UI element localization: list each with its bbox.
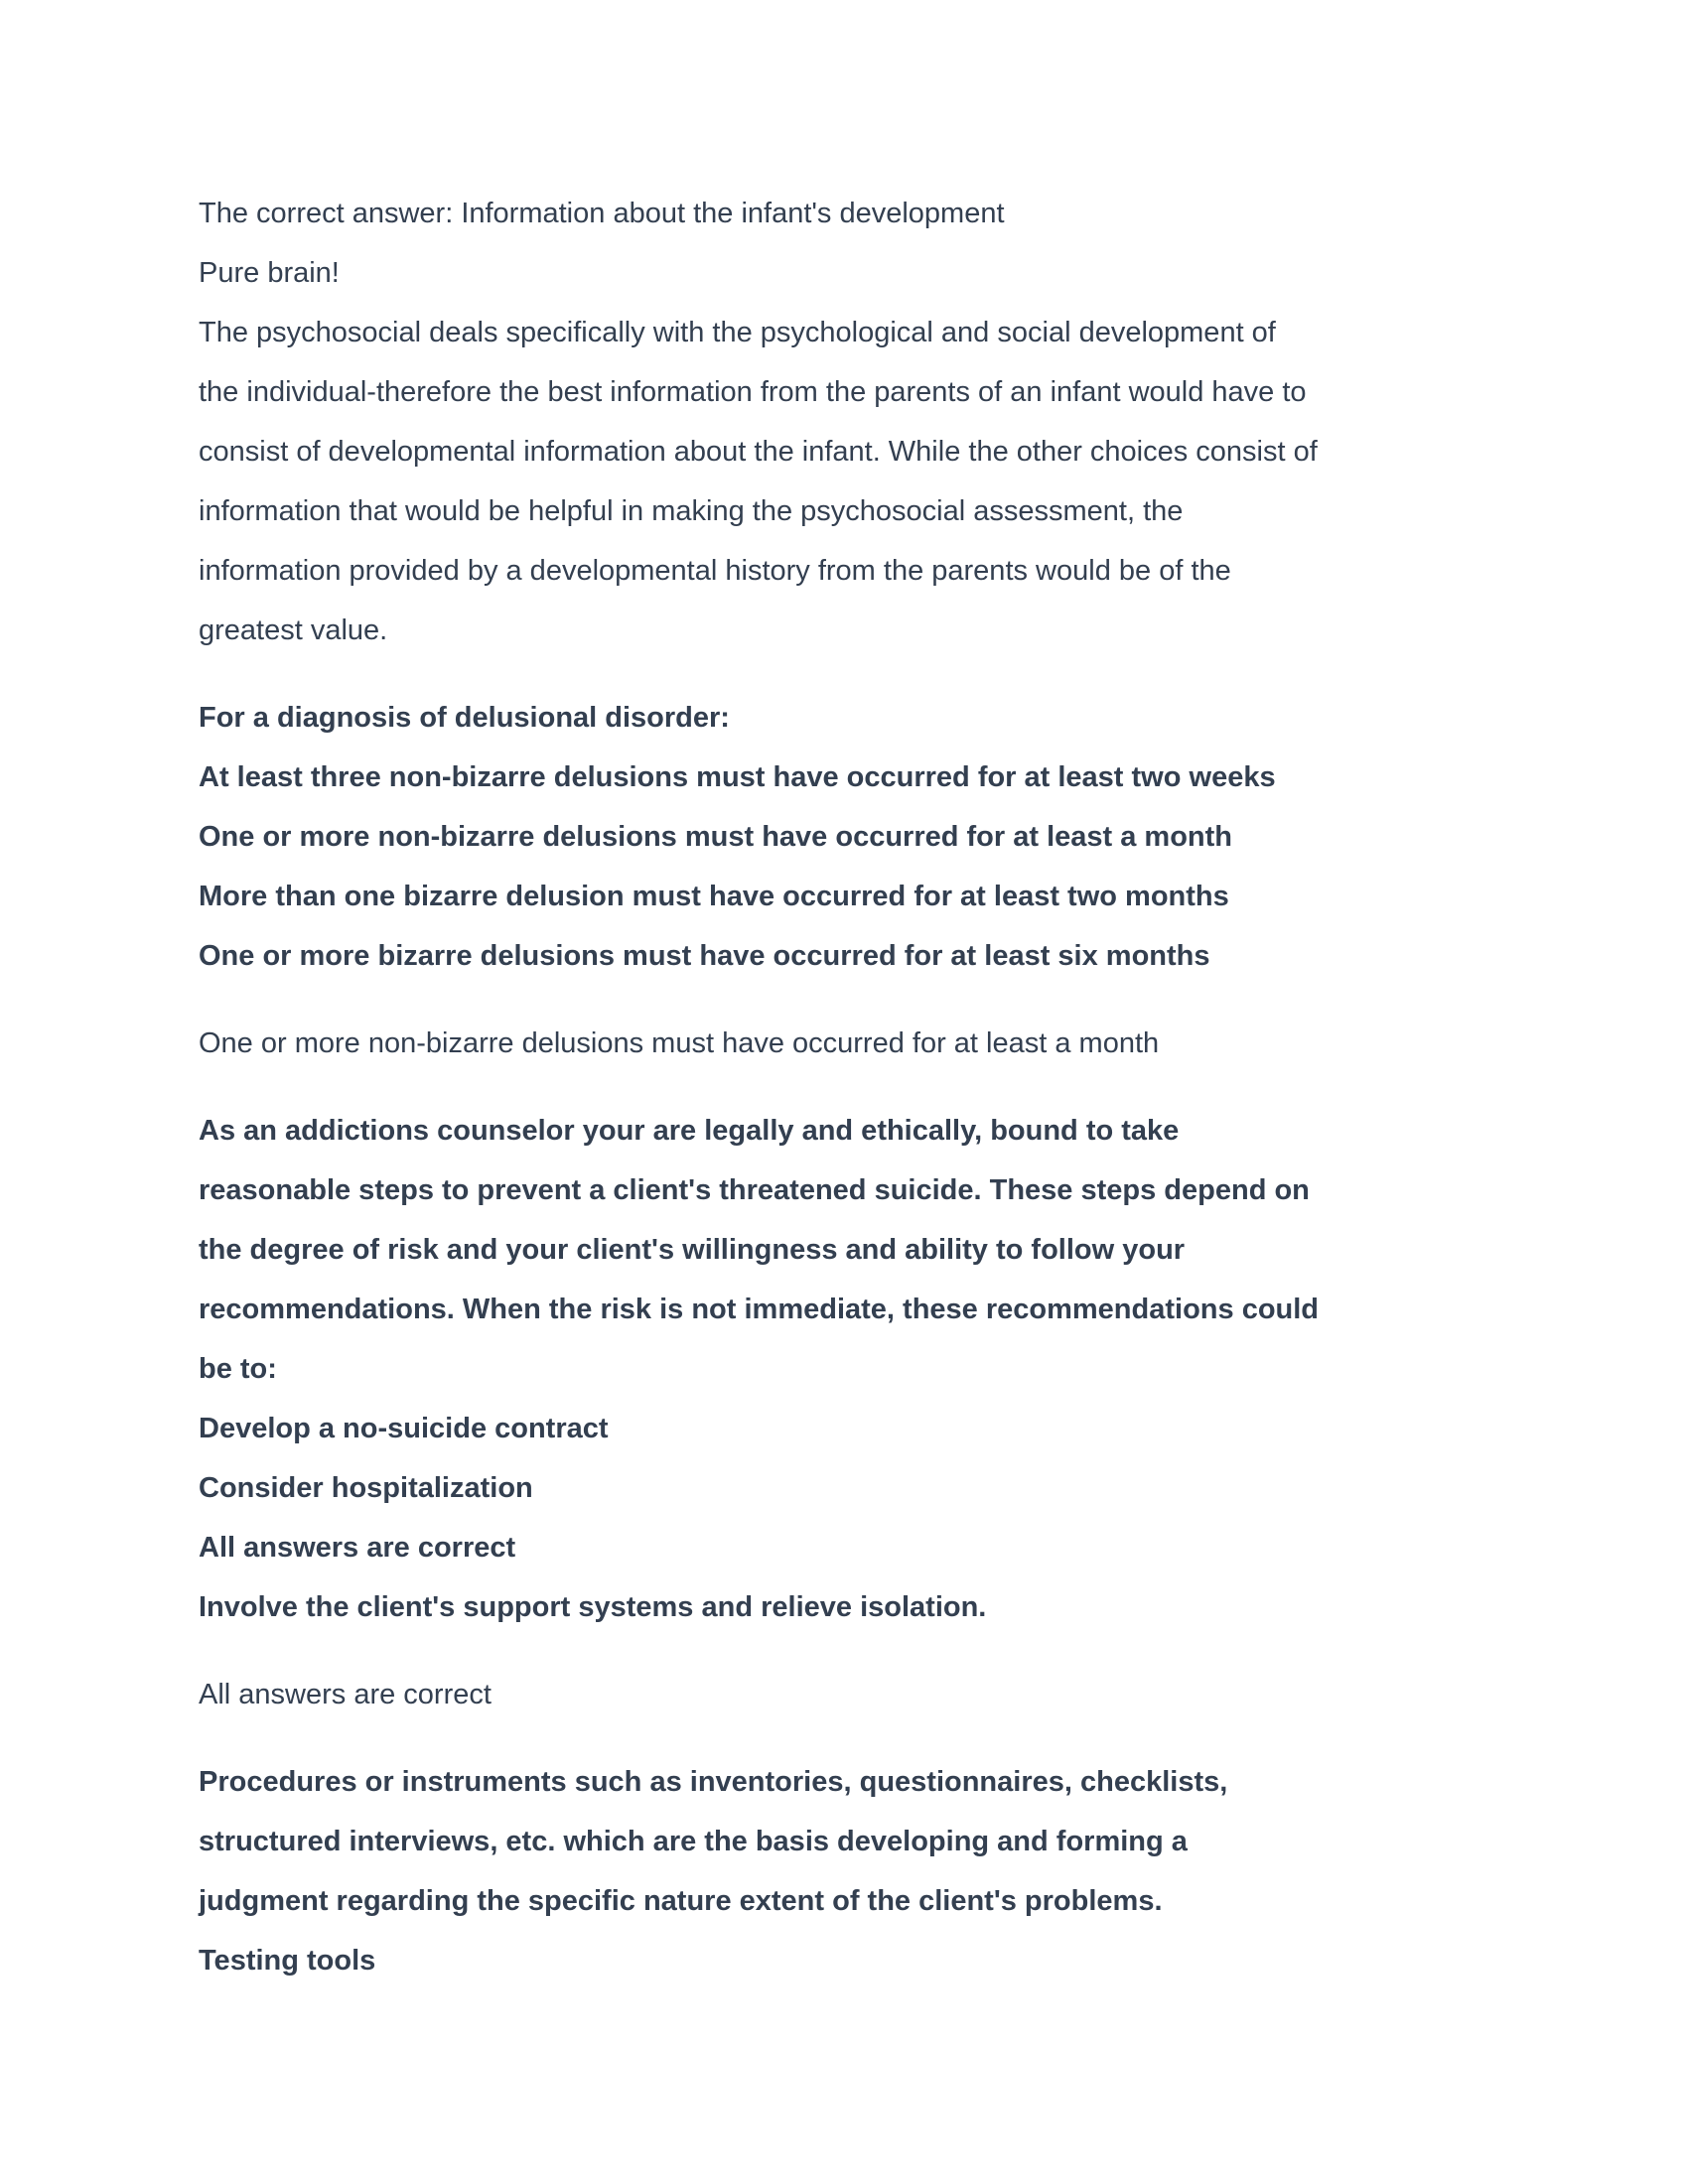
- text-line: More than one bizarre delusion must have occurred for at least two months: [199, 881, 1229, 912]
- text-line: One or more bizarre delusions must have occurred for at least six months: [199, 940, 1210, 972]
- text-line: The correct answer: Information about the infant's development: [199, 198, 1005, 229]
- text-line: As an addictions counselor your are legally and ethically, bound to take: [199, 1115, 1180, 1147]
- paragraph: [199, 1665, 1499, 1724]
- text-line: At least three non-bizarre delusions must have occurred for at least two weeks: [199, 761, 1276, 793]
- text-line: the individual-therefore the best information from the parents of an infant would have to: [199, 376, 1307, 408]
- text-line: For a diagnosis of delusional disorder:: [199, 702, 730, 734]
- text-line: Pure brain!: [199, 257, 340, 289]
- text-line: judgment regarding the specific nature extent of the client's problems.: [199, 1885, 1163, 1917]
- text-line: Testing tools: [199, 1945, 376, 1977]
- paragraph: [199, 1752, 1499, 1990]
- text-line: Develop a no-suicide contract: [199, 1413, 609, 1444]
- paragraph: [199, 184, 1499, 660]
- text-line: All answers are correct: [199, 1532, 516, 1564]
- text-line: information provided by a developmental history from the parents would be of the: [199, 555, 1231, 587]
- text-line: greatest value.: [199, 614, 388, 646]
- paragraph: [199, 1014, 1499, 1073]
- text-line: the degree of risk and your client's willingness and ability to follow your: [199, 1234, 1186, 1266]
- text-line: recommendations. When the risk is not immediate, these recommendations could: [199, 1294, 1320, 1325]
- text-line: information that would be helpful in making the psychosocial assessment, the: [199, 495, 1184, 527]
- text-line: One or more non-bizarre delusions must have occurred for at least a month: [199, 1027, 1160, 1059]
- text-line: The psychosocial deals specifically with the psychological and social development of: [199, 317, 1276, 348]
- text-line: Consider hospitalization: [199, 1472, 533, 1504]
- text-line: consist of developmental information about the infant. While the other choices consist of: [199, 436, 1318, 468]
- text-line: Involve the client's support systems and relieve isolation.: [199, 1591, 987, 1623]
- text-line: reasonable steps to prevent a client's threatened suicide. These steps depend on: [199, 1174, 1310, 1206]
- document-content: [199, 184, 1499, 1990]
- text-line: structured interviews, etc. which are the basis developing and forming a: [199, 1826, 1188, 1857]
- text-line: Procedures or instruments such as inventories, questionnaires, checklists,: [199, 1766, 1228, 1798]
- paragraph: [199, 1101, 1499, 1637]
- text-line: All answers are correct: [199, 1679, 492, 1710]
- text-line: One or more non-bizarre delusions must have occurred for at least a month: [199, 821, 1232, 853]
- text-line: be to:: [199, 1353, 277, 1385]
- paragraph: [199, 688, 1499, 986]
